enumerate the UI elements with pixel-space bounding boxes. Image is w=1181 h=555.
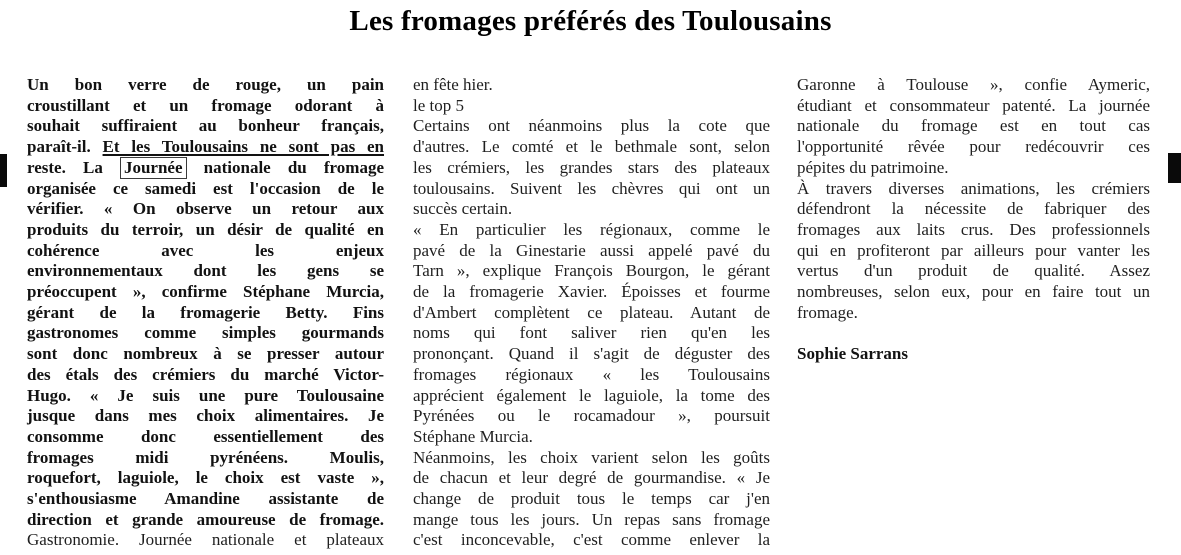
article-line xyxy=(27,510,384,531)
text-segment: « En particulier les régionaux, comme le xyxy=(413,219,770,239)
article-line xyxy=(797,179,1150,200)
article-column-1 xyxy=(27,75,384,551)
text-segment: pépites du patrimoine. xyxy=(797,157,949,177)
article-line xyxy=(27,468,384,489)
text-segment: Gastronomie. Journée nationale et plateaux xyxy=(27,530,384,550)
article-line xyxy=(413,448,770,469)
article-line xyxy=(797,75,1150,96)
article-line xyxy=(27,179,384,200)
text-segment: des étals des crémiers du marché Victor- xyxy=(27,364,384,384)
text-segment: les crémiers, les grandes stars des plateaux xyxy=(413,157,770,177)
boxed-word: Journée xyxy=(120,157,187,179)
article-line xyxy=(413,303,770,324)
text-segment: défendront la nécessite de fabriquer des xyxy=(797,199,1150,219)
article-line xyxy=(413,323,770,344)
text-segment: fromages régionaux « les Toulousains xyxy=(413,364,770,384)
text-segment: change de produit tous le temps car j'en xyxy=(413,489,770,509)
text-segment: consomme donc essentiellement des xyxy=(27,426,384,446)
text-segment: direction et grande amoureuse de fromage. xyxy=(27,509,384,529)
text-segment: d'Ambert complètent ce plateau. Autant de xyxy=(413,302,770,322)
article-line xyxy=(413,406,770,427)
article-line xyxy=(27,158,384,179)
article-line xyxy=(413,365,770,386)
text-segment: en fête hier. xyxy=(413,75,493,94)
text-segment: Tarn », explique François Bourgon, le gérant xyxy=(413,261,770,281)
article-column-2 xyxy=(413,75,770,551)
article-line xyxy=(797,116,1150,137)
text-segment: prononçant. Quand il s'agit de déguster des xyxy=(413,344,770,364)
article-line xyxy=(797,96,1150,117)
text-segment: fromages midi pyrénéens. Moulis, xyxy=(27,447,384,467)
text-segment: mange tous les jours. Un repas sans fromage xyxy=(413,509,770,529)
article-line xyxy=(413,427,770,448)
article-line xyxy=(27,386,384,407)
text-segment: Certains ont néanmoins plus la cote que xyxy=(413,116,770,136)
article-column-3 xyxy=(797,75,1150,365)
text-segment: nombreuses, selon eux, pour en faire tout un xyxy=(797,282,1150,302)
text-segment: Hugo. « Je suis une pure Toulousaine xyxy=(27,385,384,405)
text-segment: environnementaux dont les gens se xyxy=(27,261,384,281)
underlined-phrase: Et les Toulousains ne sont pas en xyxy=(102,137,385,157)
article-line xyxy=(27,75,384,96)
article-line xyxy=(797,282,1150,303)
article-line xyxy=(413,489,770,510)
article-line xyxy=(797,199,1150,220)
article-line xyxy=(797,137,1150,158)
text-segment: Sophie Sarrans xyxy=(797,344,908,364)
text-segment: Garonne à Toulouse », confie Aymeric, xyxy=(797,75,1150,94)
text-segment: Néanmoins, les choix varient selon les goûts xyxy=(413,447,770,467)
article-line xyxy=(413,199,770,220)
text-segment: s'enthousiasme Amandine assistante de xyxy=(27,489,384,509)
text-segment: souhait suffiraient au bonheur français, xyxy=(27,116,384,136)
article-line xyxy=(413,179,770,200)
article-line xyxy=(413,116,770,137)
article-line xyxy=(413,220,770,241)
text-segment: préoccupent », confirme Stéphane Murcia, xyxy=(27,282,384,302)
text-segment: de la fromagerie Xavier. Époisses et fourme xyxy=(413,282,770,302)
text-segment: roquefort, laguiole, le choix est vaste », xyxy=(27,468,384,488)
text-segment: noms qui font saliver rien qu'en les xyxy=(413,323,770,343)
text-segment: vertus d'un produit de qualité. Assez xyxy=(797,261,1150,281)
article-line xyxy=(413,468,770,489)
article-line xyxy=(413,530,770,551)
text-segment: étudiant et consommateur patenté. La journée xyxy=(797,95,1150,115)
scan-artifact-right xyxy=(1168,153,1181,183)
article-line xyxy=(27,365,384,386)
text-segment: l'opportunité rêvée pour redécouvrir ces xyxy=(797,137,1150,157)
article-line xyxy=(27,448,384,469)
article-line xyxy=(27,303,384,324)
text-segment: organisée ce samedi est l'occasion de le xyxy=(27,178,384,198)
article-line xyxy=(413,137,770,158)
text-segment: sont donc nombreux à se presser autour xyxy=(27,344,384,364)
article-line xyxy=(27,261,384,282)
article-line xyxy=(27,282,384,303)
text-segment: d'autres. Le comté et le bethmale sont, selon xyxy=(413,137,770,157)
article-line xyxy=(27,241,384,262)
article-line xyxy=(413,261,770,282)
article-line xyxy=(797,220,1150,241)
article-line xyxy=(27,406,384,427)
text-segment: toulousains. Suivent les chèvres qui ont un xyxy=(413,178,770,198)
text-segment: qui en profiteront par ailleurs pour vanter les xyxy=(797,240,1150,260)
article-line xyxy=(413,241,770,262)
article-line xyxy=(413,96,770,117)
text-segment: produits du terroir, un désir de qualité en xyxy=(27,219,384,239)
article-line xyxy=(27,489,384,510)
article-line xyxy=(27,427,384,448)
text-segment: le top 5 xyxy=(413,95,464,115)
text-segment: gastronomes comme simples gourmands xyxy=(27,323,384,343)
text-segment: c'est inconcevable, c'est comme enlever la xyxy=(413,530,770,550)
article-line xyxy=(797,323,1150,344)
text-segment: Un bon verre de rouge, un pain xyxy=(27,75,384,94)
article-line xyxy=(27,137,384,158)
article-line xyxy=(413,386,770,407)
text-segment: nationale du fromage est en tout cas xyxy=(797,116,1150,136)
article-line xyxy=(413,282,770,303)
article-line xyxy=(413,344,770,365)
article-title: Les fromages préférés des Toulousains xyxy=(349,5,832,37)
article-line xyxy=(413,75,770,96)
article-line xyxy=(27,220,384,241)
text-segment: cohérence avec les enjeux xyxy=(27,240,384,260)
article-line xyxy=(797,303,1150,324)
article-line xyxy=(27,323,384,344)
scan-artifact-left xyxy=(0,154,7,187)
article-line xyxy=(797,261,1150,282)
article-line xyxy=(27,530,384,551)
article-line xyxy=(413,510,770,531)
text-segment: À travers diverses animations, les crémiers xyxy=(797,178,1150,198)
text-segment: succès certain. xyxy=(413,199,513,219)
text-segment: paraît-il. xyxy=(27,137,103,157)
text-segment: fromage. xyxy=(797,302,858,322)
text-segment: reste. La xyxy=(27,157,120,177)
article-line xyxy=(413,158,770,179)
text-segment: gérant de la fromagerie Betty. Fins xyxy=(27,302,384,322)
text-segment: jusque dans mes choix alimentaires. Je xyxy=(27,406,384,426)
article-line xyxy=(27,116,384,137)
byline xyxy=(797,344,1150,365)
article-line xyxy=(27,344,384,365)
text-segment: Pyrénées ou le rocamadour », poursuit xyxy=(413,406,770,426)
article-line xyxy=(797,158,1150,179)
article-line xyxy=(27,96,384,117)
text-segment: croustillant et un fromage odorant à xyxy=(27,95,384,115)
article-line xyxy=(27,199,384,220)
text-segment: apprécient également le laguiole, la tome des xyxy=(413,385,770,405)
text-segment: Stéphane Murcia. xyxy=(413,426,533,446)
text-segment: vérifier. « On observe un retour aux xyxy=(27,199,384,219)
text-segment: fromages aux laits crus. Des professionnels xyxy=(797,219,1150,239)
text-segment: nationale du fromage xyxy=(186,157,384,177)
article-line xyxy=(797,241,1150,262)
text-segment: de chacun et leur degré de gourmandise. « Je xyxy=(413,468,770,488)
text-segment: pavé de la Ginestarie aussi appelé pavé du xyxy=(413,240,770,260)
